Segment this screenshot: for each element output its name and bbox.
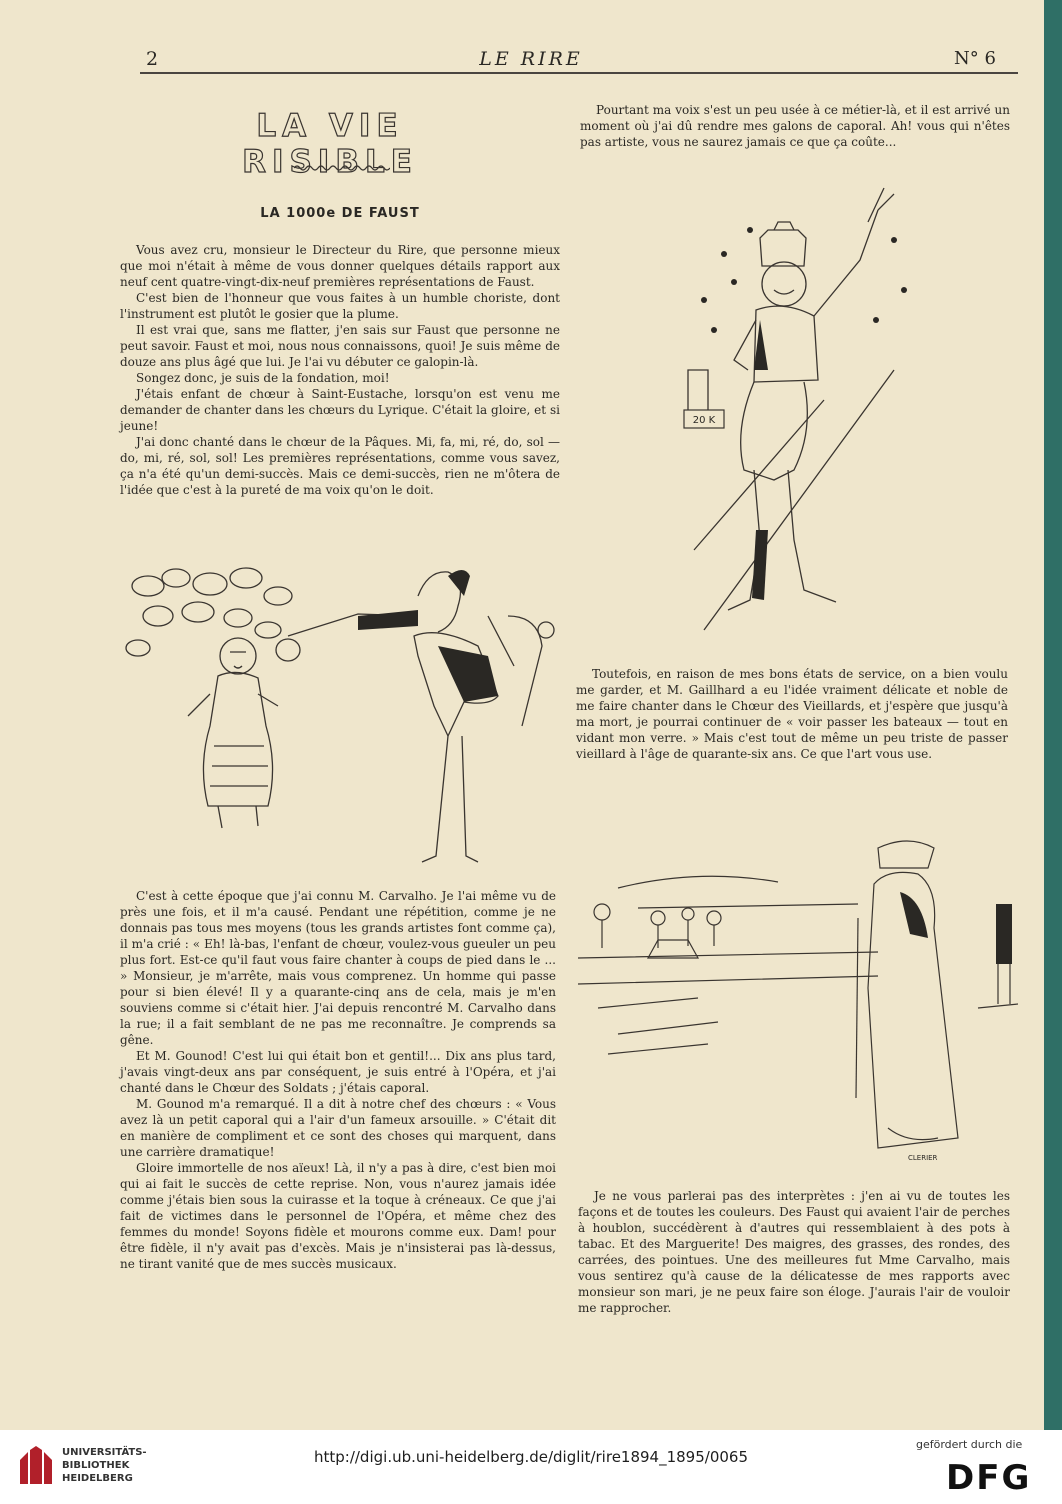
ornament-squiggle [294, 164, 390, 172]
journal-title: LE RIRE [479, 48, 583, 70]
paragraph: Pourtant ma voix s'est un peu usée à ce métier-là, et il est arrivé un moment où j'ai dû rendre mes galons de caporal. Ah! vous qui n'êtes pas artiste, vous ne saurez jamais ce que ça coûte... [580, 103, 1010, 149]
paragraph: Gloire immortelle de nos aïeux! Là, il n'y a pas à dire, c'est bien moi qui ai fait le succès de cette reprise. Non, vous n'aurez jamais idée comme j'étais bien sous la cuirasse et la toque à créneaux. Ce que j'ai fait de victimes dans le personnel de l'Opéra, et même chez des femmes du monde! Soyons fidèle et mourons comme eux. Dam! pour être fidèle, il n'y avait pas d'excès. Mais je n'insisterai pas là-dessus, ne tirant vanité que de mes succès musicaux. [120, 1161, 556, 1271]
section-title: LA VIE RISIBLE [242, 108, 418, 180]
paragraph: Songez donc, je suis de la fondation, moi! [136, 371, 390, 385]
binding-edge [1044, 0, 1062, 1430]
column-right-top [580, 102, 1010, 150]
artist-signature: CLERIER [908, 1154, 938, 1162]
source-url[interactable]: http://digi.ub.uni-heidelberg.de/diglit/rire1894_1895/0065 [313, 1448, 748, 1466]
paragraph: Et M. Gounod! C'est lui qui était bon et gentil!... Dix ans plus tard, j'avais vingt-deux ans par conséquent, je suis entré à l'Opéra, et j'ai chanté dans le Chœur des Soldats ; j'étais caporal. [120, 1049, 556, 1095]
paragraph: C'est à cette époque que j'ai connu M. Carvalho. Je l'ai même vu de près une fois, et il m'a causé. Pendant une répétition, comme je ne donnais pas tous mes moyens (tous les grands artistes font comme ça), il m'a crié : « Eh! là-bas, l'enfant de chœur, voulez-vous gueuler un peu plus fort. Est-ce qu'il faut vous faire chanter à coups de pied dans le ... » Monsieur, je m'arrête, mais vous comprenez. Un homme qui passe pour si bien élevé! Il y a quarante-cinq ans de cela, mais je m'en souviens comme si c'était hier. J'ai depuis rencontré M. Carvalho dans la rue; il a fait semblant de ne pas me reconnaître. Je comprends sa gêne. [120, 889, 556, 1047]
paragraph: M. Gounod m'a remarqué. Il a dit à notre chef des chœurs : « Vous avez là un petit caporal qui a l'air d'un fameux arsouille. » C'était dit en manière de compliment et ce sont des choses qui marquent, dans une carrière dramatique! [120, 1097, 556, 1159]
column-right-bottom [578, 1188, 1010, 1316]
paragraph: Je ne vous parlerai pas des interprètes : j'en ai vu de toutes les façons et de toutes les couleurs. Des Faust qui avaient l'air de perches à houblon, succédèrent à d'autres qui ressemblaient à des pots à tabac. Et des Marguerite! Des maigres, des grasses, des rondes, des carrées, des pointues. Une des meilleures fut Mme Carvalho, mais vous sentirez qu'à cause de la délicatesse de mes rapports avec monsieur son mari, je ne peux faire son éloge. J'aurais l'air de vouloir me rapprocher. [578, 1189, 1010, 1315]
dfg-logo: DFG [946, 1458, 1032, 1498]
illustration-singing-soldier [664, 170, 934, 650]
library-name: UNIVERSITÄTS- BIBLIOTHEK HEIDELBERG [62, 1447, 147, 1484]
paragraph: C'est bien de l'honneur que vous faites à un humble choriste, dont l'instrument est plutôt le gosier que la plume. [120, 291, 560, 321]
paragraph: J'étais enfant de chœur à Saint-Eustache, lorsqu'on est venu me demander de chanter dans les chœurs du Lyrique. C'était la gloire, et si jeune! [120, 387, 560, 433]
funding-note: gefördert durch die [916, 1438, 1023, 1451]
footer [0, 1430, 1062, 1504]
paragraph: J'ai donc chanté dans le chœur de la Pâques. Mi, fa, mi, ré, do, sol — do, mi, ré, sol, sol! Les premières représentations, comme vous savez, ça n'a été qu'un demi-succès. Mais ce demi-succès, rien ne m'ôtera de l'idée que c'est à la pureté de ma voix qu'on le doit. [120, 435, 560, 497]
illustration-choirboy-and-faust [118, 556, 568, 876]
column-left-top [120, 242, 560, 498]
weight-label: 20 K [692, 415, 716, 426]
paragraph: Toutefois, en raison de mes bons états de service, on a bien voulu me garder, et M. Gaillhard a eu l'idée vraiment délicate et noble de me faire chanter dans le Chœur des Vieillards, et j'espère que jusqu'à ma mort, je pourrai continuer de « voir passer les bateaux — tout en vidant mon verre. » Mais c'est tout de même un peu triste de passer vieillard à l'âge de quarante-six ans. Ce que l'art vous use. [576, 667, 1008, 761]
header-rule [140, 72, 1018, 74]
column-left-bottom [120, 888, 556, 1272]
article-title: LA 1000e DE FAUST [260, 206, 420, 221]
paragraph: Vous avez cru, monsieur le Directeur du Rire, que personne mieux que moi n'était à même de vous donner quelques détails rapport aux neuf cent quatre-vingt-dix-neuf premières représentations de Faust. [120, 243, 560, 289]
paragraph: Il est vrai que, sans me flatter, j'en sais sur Faust que personne ne peut savoir. Faust et moi, nous nous connaissons, quoi! Je suis même de douze ans plus âgé que lui. Je l'ai vu débuter ce galopin-là. [120, 323, 560, 369]
issue-number: N° 6 [954, 48, 996, 69]
page-number: 2 [146, 48, 159, 70]
column-right-middle [576, 666, 1008, 762]
illustration-old-man-landscape [578, 808, 1018, 1170]
